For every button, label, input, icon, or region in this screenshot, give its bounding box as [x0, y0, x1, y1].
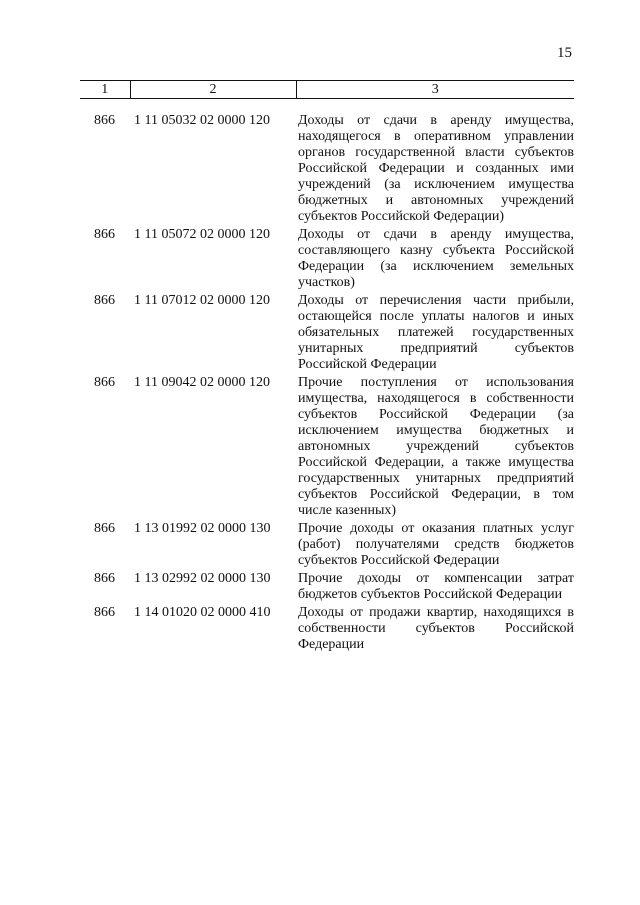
- budget-code-cell: 1 11 05032 02 0000 120: [134, 113, 270, 128]
- table-row: [80, 227, 574, 293]
- admin-code-cell: 866: [94, 227, 115, 242]
- admin-code-cell: 866: [94, 375, 115, 390]
- description-cell: Прочие доходы от оказания платных услуг (работ) получателями средств бюджетов субъектов Российской Федерации: [298, 521, 574, 568]
- description-cell: Доходы от перечисления части прибыли, остающейся после уплаты налогов и иных обязательных платежей государственных унитарных предприятий субъектов Российской Федерации: [298, 293, 574, 372]
- table-row: [80, 375, 574, 521]
- admin-code-cell: 866: [94, 521, 115, 536]
- admin-code-cell: 866: [94, 293, 115, 308]
- budget-code-cell: 1 11 09042 02 0000 120: [134, 375, 270, 390]
- revenue-codes-table: [80, 80, 574, 655]
- table-row: [80, 99, 574, 228]
- page-number: 15: [557, 45, 572, 61]
- table-row: [80, 521, 574, 571]
- description-cell: Прочие поступления от использования имущества, находящегося в собственности субъектов Российской Федерации (за исключением имущества бюджетных и автономных учреждений субъектов Российской Федерации, а также имущества государственных унитарных предприятий субъектов Российской Федерации, в том числе казенных): [298, 375, 574, 518]
- admin-code-cell: 866: [94, 571, 115, 586]
- budget-code-cell: 1 13 01992 02 0000 130: [134, 521, 271, 536]
- budget-code-cell: 1 14 01020 02 0000 410: [134, 605, 271, 620]
- column-header-1: 1: [80, 81, 130, 99]
- table-row: [80, 571, 574, 605]
- table-row: [80, 293, 574, 375]
- column-header-2: 2: [130, 81, 296, 99]
- table-body: [80, 99, 574, 656]
- admin-code-cell: 866: [94, 605, 115, 620]
- description-cell: Прочие доходы от компенсации затрат бюджетов субъектов Российской Федерации: [298, 571, 574, 602]
- column-header-3: 3: [296, 81, 574, 99]
- header-row: [80, 81, 574, 99]
- description-cell: Доходы от сдачи в аренду имущества, составляющего казну субъекта Российской Федерации (за исключением земельных участков): [298, 227, 574, 290]
- table-header: [80, 81, 574, 99]
- budget-code-cell: 1 11 07012 02 0000 120: [134, 293, 270, 308]
- budget-code-cell: 1 11 05072 02 0000 120: [134, 227, 270, 242]
- description-cell: Доходы от сдачи в аренду имущества, находящегося в оперативном управлении органов государственной власти субъектов Российской Федерации и созданных ими учреждений (за исключением имущества бюджетных и автономных учреждений субъектов Российской Федерации): [298, 113, 574, 224]
- description-cell: Доходы от продажи квартир, находящихся в собственности субъектов Российской Федерации: [298, 605, 574, 652]
- table-row: [80, 605, 574, 655]
- budget-code-cell: 1 13 02992 02 0000 130: [134, 571, 271, 586]
- admin-code-cell: 866: [94, 113, 115, 128]
